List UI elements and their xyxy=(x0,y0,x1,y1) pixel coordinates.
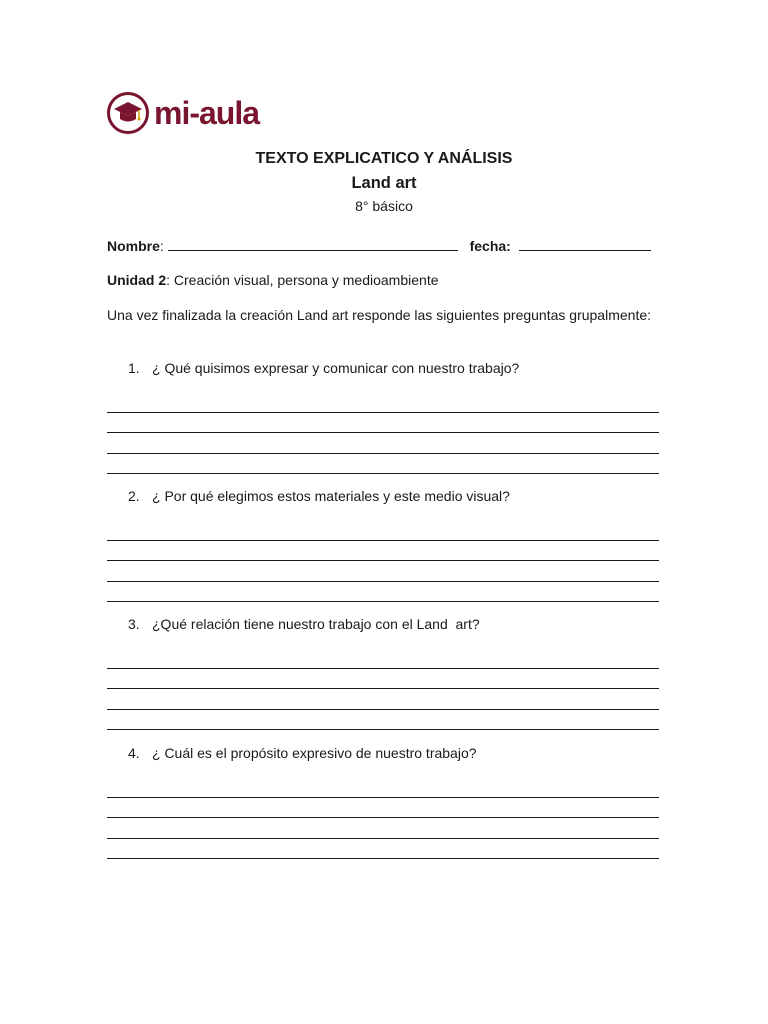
answer-line[interactable] xyxy=(107,798,659,819)
question-2 xyxy=(128,488,510,504)
question-text: ¿ Qué quisimos expresar y comunicar con nuestro trabajo? xyxy=(152,360,520,376)
instructions-text: Una vez finalizada la creación Land art responde las siguientes preguntas grupalmente: xyxy=(107,307,652,323)
date-label: fecha: xyxy=(469,238,511,254)
question-number: 3. xyxy=(128,616,140,632)
name-label: Nombre xyxy=(107,238,160,254)
question-text: ¿ Cuál es el propósito expresivo de nuestro trabajo? xyxy=(152,745,477,761)
answer-line[interactable] xyxy=(107,839,659,860)
answer-line[interactable] xyxy=(107,413,659,434)
name-field[interactable] xyxy=(168,238,458,251)
mi-aula-logo xyxy=(106,90,259,136)
question-4 xyxy=(128,745,477,761)
answer-line[interactable] xyxy=(107,777,659,798)
answer-area-4[interactable] xyxy=(107,777,659,859)
graduation-cap-icon xyxy=(106,91,150,135)
unit-row xyxy=(107,272,661,288)
answer-line[interactable] xyxy=(107,392,659,413)
answer-line[interactable] xyxy=(107,561,659,582)
grade-level: 8° básico xyxy=(355,198,413,214)
question-number: 1. xyxy=(128,360,140,376)
answer-area-1[interactable] xyxy=(107,392,659,474)
answer-line[interactable] xyxy=(107,541,659,562)
answer-line[interactable] xyxy=(107,689,659,710)
question-number: 2. xyxy=(128,488,140,504)
question-1 xyxy=(128,360,519,376)
unit-label: Unidad 2 xyxy=(107,272,167,288)
question-3 xyxy=(128,616,480,632)
answer-area-3[interactable] xyxy=(107,648,659,730)
date-field[interactable] xyxy=(519,238,651,251)
answer-line[interactable] xyxy=(107,520,659,541)
name-date-row xyxy=(107,238,661,254)
document-title: TEXTO EXPLICATICO Y ANÁLISIS xyxy=(255,150,513,167)
question-text: ¿ Por qué elegimos estos materiales y este medio visual? xyxy=(152,488,510,504)
document-subtitle: Land art xyxy=(351,174,417,192)
answer-line[interactable] xyxy=(107,433,659,454)
answer-line[interactable] xyxy=(107,454,659,475)
answer-line[interactable] xyxy=(107,582,659,603)
answer-line[interactable] xyxy=(107,818,659,839)
logo-text: mi-aula xyxy=(154,95,260,131)
answer-line[interactable] xyxy=(107,669,659,690)
question-text: ¿Qué relación tiene nuestro trabajo con el Land art? xyxy=(152,616,480,632)
unit-text: : Creación visual, persona y medioambiente xyxy=(166,272,439,288)
answer-line[interactable] xyxy=(107,648,659,669)
answer-area-2[interactable] xyxy=(107,520,659,602)
name-separator: : xyxy=(159,238,168,254)
answer-line[interactable] xyxy=(107,710,659,731)
question-number: 4. xyxy=(128,745,140,761)
